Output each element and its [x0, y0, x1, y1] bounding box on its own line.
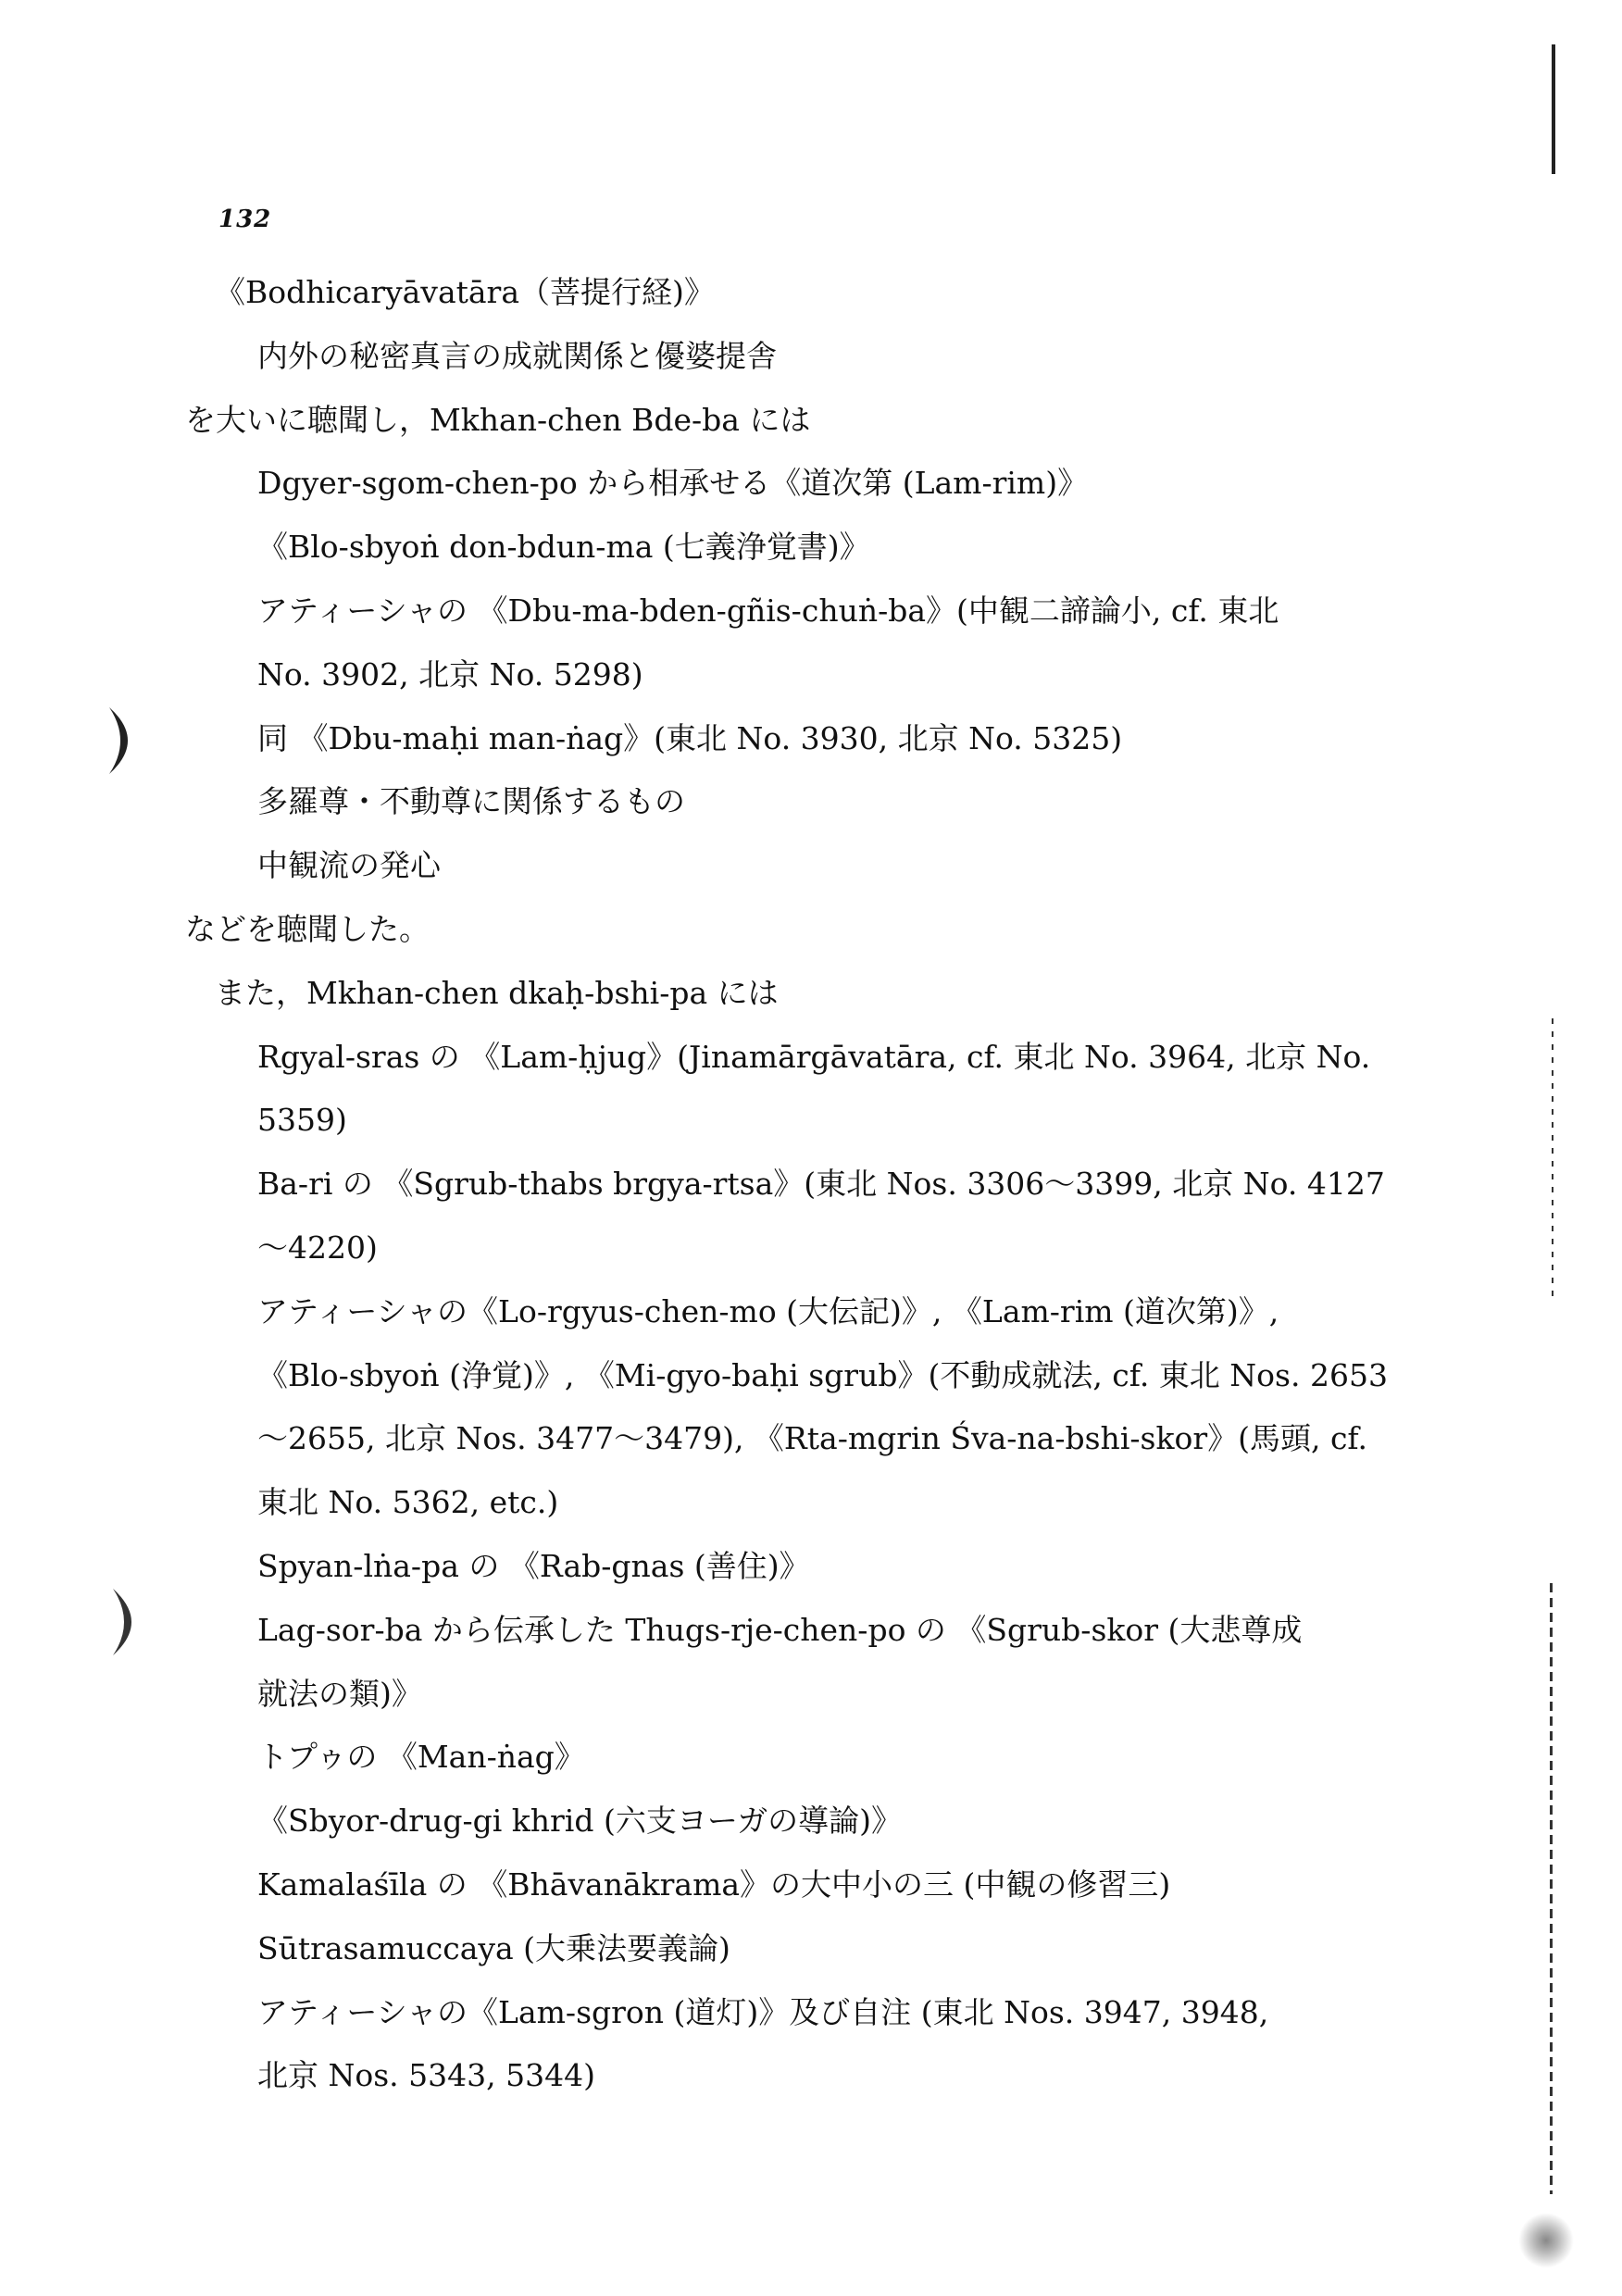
text-line: 同 《Dbu-maḥi man-ṅag》(東北 No. 3930, 北京 No. 5325): [257, 719, 1123, 756]
binding-hole-mark-lower: [104, 1585, 159, 1659]
text-line: Rgyal-sras の 《Lam-ḥjug》(Jinamārgāvatāra, cf. 東北 No. 3964, 北京 No.: [257, 1038, 1371, 1075]
text-line: 中観流の発心: [257, 847, 441, 884]
text-line: 多羅尊・不動尊に関係するもの: [257, 783, 685, 820]
text-line: 《Bodhicaryāvatāra（菩提行経)》: [215, 274, 715, 310]
text-line: Spyan-lṅa-pa の 《Rab-gnas (善住)》: [257, 1548, 810, 1584]
text-line: Lag-sor-ba から伝承した Thugs-rje-chen-po の 《Sgrub-skor (大悲尊成: [257, 1611, 1303, 1648]
text-line: ～4220): [257, 1229, 378, 1266]
text-line: No. 3902, 北京 No. 5298): [257, 655, 643, 693]
text-line: 北京 Nos. 5343, 5344): [257, 2057, 595, 2094]
text-line: トプゥの 《Man-ṅag》: [257, 1739, 585, 1776]
text-line: アティーシャの《Lo-rgyus-chen-mo (大伝記)》, 《Lam-rim (道次第)》,: [257, 1292, 1279, 1329]
text-line: などを聴聞した。: [185, 911, 430, 947]
text-line: 内外の秘密真言の成就関係と優婆提舎: [257, 337, 777, 374]
text-line: Kamalaśīla の 《Bhāvanākrama》の大中小の三 (中観の修習三): [257, 1866, 1171, 1903]
text-line: 就法の類)》: [257, 1675, 422, 1712]
text-line: Sūtrasamuccaya (大乗法要義論): [257, 1929, 730, 1966]
scan-smudge: [1518, 2213, 1574, 2268]
text-line: また，Mkhan-chen dkaḥ-bshi-pa には: [215, 974, 779, 1011]
scan-edge-bar: [1552, 44, 1555, 174]
page-number: 132: [218, 206, 272, 233]
text-line: を大いに聴聞し，Mkhan-chen Bde-ba には: [185, 401, 811, 438]
text-line: ～2655, 北京 Nos. 3477～3479), 《Rta-mgrin Śva-na-bshi-skor》(馬頭, cf.: [257, 1420, 1367, 1457]
scan-edge-dots-lower: [1550, 1583, 1553, 2194]
text-line: Dgyer-sgom-chen-po から相承せる《道次第 (Lam-rim)》: [257, 465, 1089, 502]
scan-edge-dots-upper: [1552, 1018, 1553, 1296]
text-line: 5359): [257, 1102, 347, 1139]
text-line: 《Sbyor-drug-gi khrid (六支ヨーガの導論)》: [257, 1803, 903, 1840]
text-line: 《Blo-sbyoṅ (浄覚)》, 《Mi-gyo-baḥi sgrub》(不動成就法, cf. 東北 Nos. 2653: [257, 1356, 1388, 1393]
text-line: 《Blo-sbyoṅ don-bdun-ma (七義浄覚書)》: [257, 529, 870, 566]
text-line: アティーシャの《Lam-sgron (道灯)》及び自注 (東北 Nos. 3947, 3948,: [257, 1993, 1269, 2030]
text-line: Ba-ri の 《Sgrub-thabs brgya-rtsa》(東北 Nos. 3306～3399, 北京 No. 4127: [257, 1166, 1385, 1203]
text-line: 東北 No. 5362, etc.): [257, 1484, 559, 1521]
binding-hole-mark-upper: [100, 704, 156, 778]
text-line: アティーシャの 《Dbu-ma-bden-gñis-chuṅ-ba》(中観二諦論小, cf. 東北: [257, 593, 1279, 629]
